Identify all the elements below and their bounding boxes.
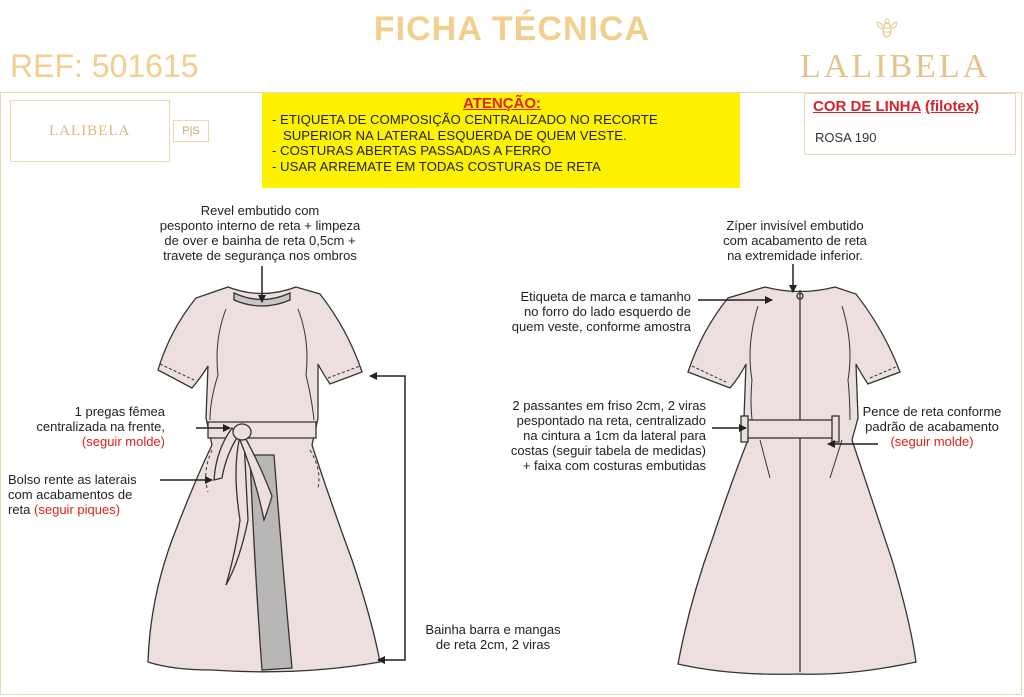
back-dress-drawing [678,287,916,674]
attention-heading: ATENÇÃO: [462,95,542,112]
dart-note-text: Pence de reta conforme padrão de acabamento [862,404,1002,434]
pleat-note-text: 1 pregas fêmea centralizada na frente, [36,404,165,434]
neckline-note: Revel embutido com pesponto interno de reta + limpeza de over e bainha de reta 0,5cm + travete de segurança nos ombros [159,203,361,263]
page-title: FICHA TÉCNICA [373,10,651,48]
belt-loops-note: 2 passantes em friso 2cm, 2 viras pespontado na reta, centralizado na cintura a 1cm da lateral para costas (seguir tabela de medidas) + faixa com costuras embutidas [510,398,706,473]
attention-item: - COSTURAS ABERTAS PASSADAS A FERRO [272,143,552,158]
label-brand-text: LALIBELA [49,123,131,139]
pleat-note-red: (seguir molde) [81,434,165,449]
zipper-note: Zíper invisível embutido com acabamento de reta na extremidade inferior. [723,218,867,263]
thread-heading-paren: (filotex) [924,98,980,115]
dart-note-red: (seguir molde) [890,434,974,449]
brand-label-note: Etiqueta de marca e tamanho no forro do lado esquerdo de quem veste, conforme amostra [511,289,691,334]
dart-note [842,404,1022,449]
pocket-note-text: Bolso rente as laterais com acabamentos de reta [8,472,137,517]
attention-item: - USAR ARREMATE EM TODAS COSTURAS DE RETA [272,158,601,174]
brand-logo: LALIBELA [800,48,991,85]
size-tag: P|S [173,120,209,142]
pocket-note-red: (seguir piques) [34,502,121,517]
reference-code: REF: 501615 [10,48,199,84]
pleat-note [10,404,165,449]
thread-color-value: ROSA 190 [815,130,877,145]
attention-item: SUPERIOR NA LATERAL ESQUERDA DE QUEM VESTE. [272,127,627,143]
attention-item: - ETIQUETA DE COMPOSIÇÃO CENTRALIZADO NO RECORTE [272,112,658,127]
pocket-note [8,472,168,517]
hem-note: Bainha barra e mangas de reta 2cm, 2 viras [425,622,561,652]
thread-heading-main: COR DE LINHA [813,98,921,115]
